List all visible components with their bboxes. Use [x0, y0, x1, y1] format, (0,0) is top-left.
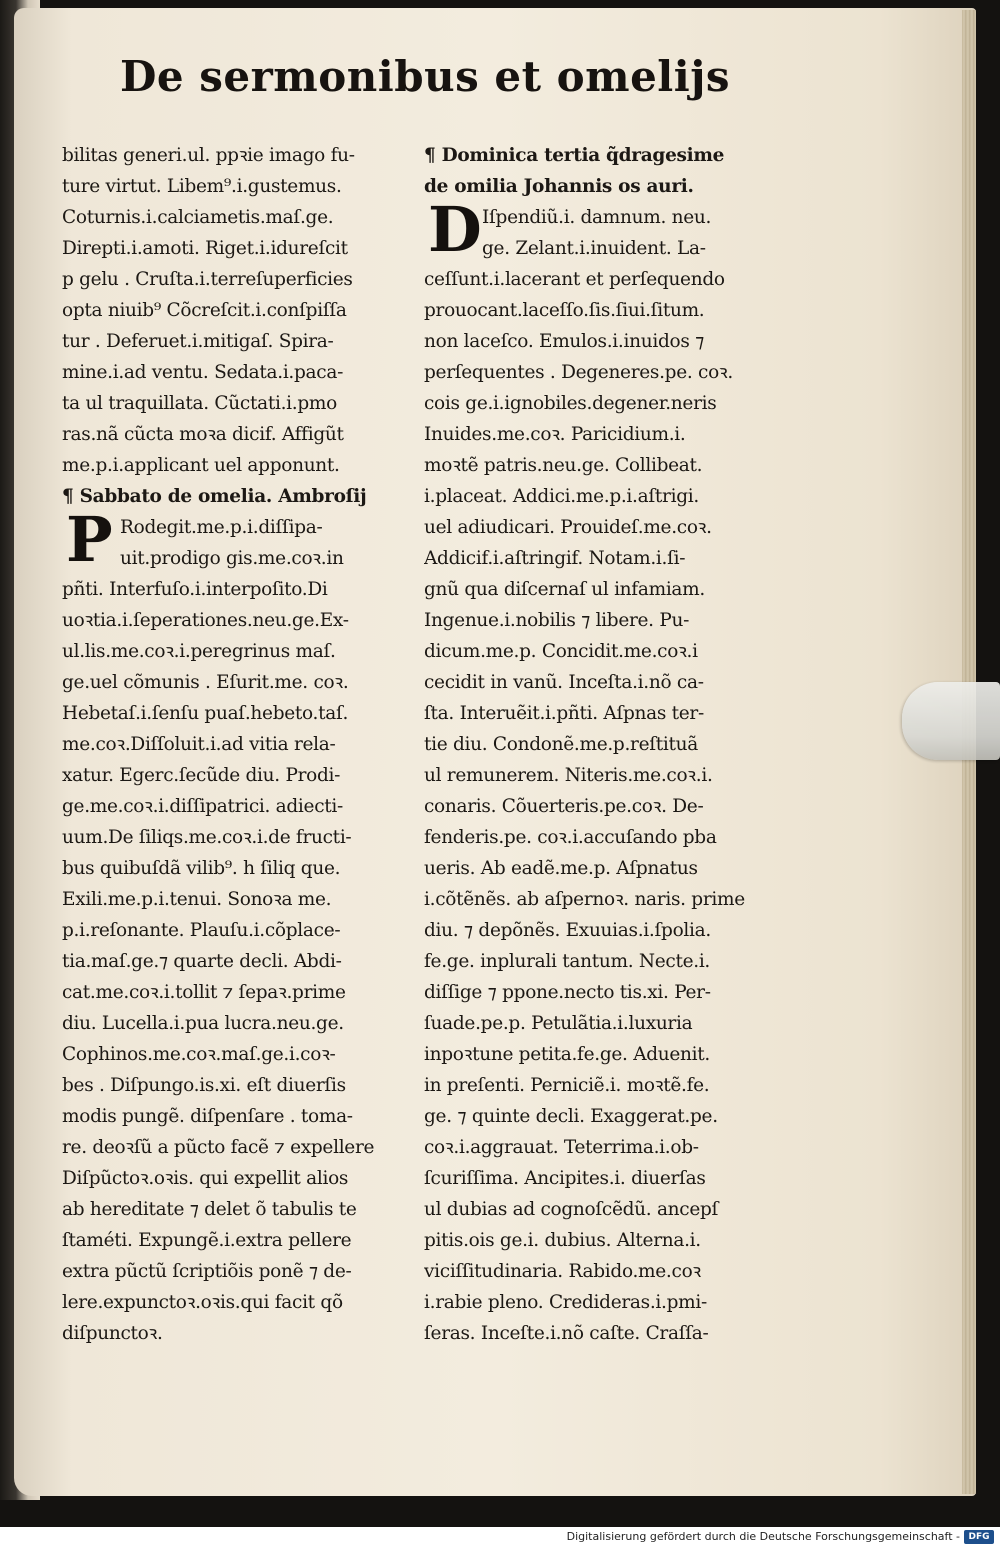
text-line: prouocant.laceſſo.ſis.ſiui.ſitum.	[424, 300, 705, 321]
text-line: non laceſco. Emulos.i.inuidos ⁊	[424, 331, 704, 352]
text-line: ul dubias ad cognoſcẽdũ. ancepſ	[424, 1199, 719, 1220]
text-line: ſta. Interuẽit.i.pñti. Aſpnas ter-	[424, 703, 704, 724]
text-line: Iſpendiũ.i. damnum. neu.	[482, 207, 712, 228]
text-line: ul.lis.me.coꝛ.i.peregrinus maſ.	[62, 641, 336, 662]
text-line: lere.expunctoꝛ.oꝛis.qui facit qõ	[62, 1292, 343, 1313]
text-line: Addicif.i.aſtringif. Notam.i.ſi-	[424, 548, 686, 569]
funding-credit: Digitalisierung gefördert durch die Deutsche Forschungsgemeinschaft -	[566, 1530, 960, 1543]
text-line: ceſſunt.i.lacerant et perſequendo	[424, 269, 725, 290]
text-line: re. deoꝛſũ a pũcto facẽ ⁊ expellere	[62, 1137, 375, 1158]
dfg-logo: DFG	[964, 1530, 994, 1544]
digitization-footer	[0, 1527, 1000, 1547]
text-line: ul remunerem. Niteris.me.coꝛ.i.	[424, 765, 713, 786]
text-line: ab hereditate ⁊ delet õ tabulis te	[62, 1199, 357, 1220]
text-line: ge. Zelant.i.inuident. La-	[482, 238, 706, 259]
text-line: uel adiudicari. Prouideſ.me.coꝛ.	[424, 517, 712, 538]
text-line: ſeras. Inceſte.i.nõ caſte. Craſſa-	[424, 1323, 709, 1344]
text-line: p.i.reſonante. Plauſu.i.cõplace-	[62, 920, 341, 941]
text-line: Rodegit.me.p.i.diſſipa-	[120, 517, 323, 538]
text-line: viciſſitudinaria. Rabido.me.coꝛ	[424, 1261, 701, 1282]
text-line: diſſige ⁊ ppone.necto tis.xi. Per-	[424, 982, 711, 1003]
text-line: xatur. Egerc.ſecũde diu. Prodi-	[62, 765, 341, 786]
drop-cap-initial: P	[66, 503, 113, 576]
text-line: uit.prodigo gis.me.coꝛ.in	[120, 548, 344, 569]
text-line: cois ge.i.ignobiles.degener.neris	[424, 393, 717, 414]
text-line: cecidit in vanũ. Inceſta.i.nõ ca-	[424, 672, 704, 693]
section-heading: ¶ Dominica tertia q̃dragesime	[424, 145, 725, 166]
text-line: ſuade.pe.p. Petulãtia.i.luxuria	[424, 1013, 693, 1034]
text-line: ras.nã cũcta moꝛa dicif. Affigũt	[62, 424, 344, 445]
text-line: bes . Diſpungo.is.xi. eſt diuerſis	[62, 1075, 346, 1096]
text-line: bilitas generi.ul. ppꝛie imago fu-	[62, 145, 355, 166]
text-line: Diſpũctoꝛ.oꝛis. qui expellit alios	[62, 1168, 349, 1189]
text-line: ſcuriſſima. Ancipites.i. diuerſas	[424, 1168, 706, 1189]
text-line: Inuides.me.coꝛ. Paricidium.i.	[424, 424, 686, 445]
text-line: ta ul traquillata. Cũctati.i.pmo	[62, 393, 337, 414]
text-line: ueris. Ab eadẽ.me.p. Aſpnatus	[424, 858, 698, 879]
text-line: ſtaméti. Expungẽ.i.extra pellere	[62, 1230, 352, 1251]
running-head: De sermonibus et omelijs	[120, 52, 731, 101]
text-line: me.p.i.applicant uel apponunt.	[62, 455, 340, 476]
text-line: modis pungẽ. diſpenſare . toma-	[62, 1106, 353, 1127]
text-line: moꝛtẽ patris.neu.ge. Collibeat.	[424, 455, 703, 476]
text-line: gnũ qua diſcernaſ ul infamiam.	[424, 579, 705, 600]
left-text-column	[62, 140, 408, 1349]
text-line: i.cõtẽnẽs. ab aſpernoꝛ. naris. prime	[424, 889, 745, 910]
text-line: ge.me.coꝛ.i.diſſipatrici. adiecti-	[62, 796, 343, 817]
text-line: diu. ⁊ depõnẽs. Exuuias.i.ſpolia.	[424, 920, 711, 941]
text-line: Ingenue.i.nobilis ⁊ libere. Pu-	[424, 610, 690, 631]
text-line: pitis.ois ge.i. dubius. Alterna.i.	[424, 1230, 701, 1251]
text-line: ture virtut. Libem⁹.i.gustemus.	[62, 176, 342, 197]
text-line: tie diu. Condonẽ.me.p.reſtituã	[424, 734, 699, 755]
text-line: perſequentes . Degeneres.pe. coꝛ.	[424, 362, 733, 383]
text-line: fenderis.pe. coꝛ.i.accuſando pba	[424, 827, 717, 848]
text-line: tia.maſ.ge.⁊ quarte decli. Abdi-	[62, 951, 342, 972]
drop-cap-initial: D	[428, 193, 482, 266]
text-line: tur . Deferuet.i.mitigaſ. Spira-	[62, 331, 334, 352]
text-line: fe.ge. inplurali tantum. Necte.i.	[424, 951, 711, 972]
text-line: opta niuib⁹ Cõcreſcit.i.conſpiſſa	[62, 300, 347, 321]
text-line: diſpunctoꝛ.	[62, 1323, 163, 1344]
text-line: i.rabie pleno. Credideras.i.pmi-	[424, 1292, 707, 1313]
text-line: dicum.me.p. Concidit.me.coꝛ.i	[424, 641, 698, 662]
text-line: conaris. Cõuerteris.pe.coꝛ. De-	[424, 796, 704, 817]
section-heading: de omilia Johannis os auri.	[424, 176, 694, 197]
text-line: Cophinos.me.coꝛ.maſ.ge.i.coꝛ-	[62, 1044, 336, 1065]
clear-page-tab	[902, 682, 1000, 760]
text-line: inpoꝛtune petita.fe.ge. Aduenit.	[424, 1044, 711, 1065]
text-line: cat.me.coꝛ.i.tollit ⁊ ſepaꝛ.prime	[62, 982, 346, 1003]
text-line: mine.i.ad ventu. Sedata.i.paca-	[62, 362, 344, 383]
text-line: uum.De ſiliqs.me.coꝛ.i.de fructi-	[62, 827, 352, 848]
text-line: Coturnis.i.calciametis.maſ.ge.	[62, 207, 334, 228]
text-line: ge. ⁊ quinte decli. Exaggerat.pe.	[424, 1106, 718, 1127]
text-line: extra pũctũ ſcriptiõis ponẽ ⁊ de-	[62, 1261, 352, 1282]
text-line: bus quibuſdã vilib⁹. h ſiliq que.	[62, 858, 341, 879]
text-line: Direpti.i.amoti. Riget.i.idureſcit	[62, 238, 348, 259]
text-line: Hebetaſ.i.ſenſu puaſ.hebeto.taſ.	[62, 703, 349, 724]
text-line: uoꝛtia.i.ſeperationes.neu.ge.Ex-	[62, 610, 349, 631]
text-line: pñti. Interfuſo.i.interpoſito.Di	[62, 579, 328, 600]
text-line: ge.uel cõmunis . Eſurit.me. coꝛ.	[62, 672, 349, 693]
right-text-column	[424, 140, 770, 1349]
section-heading: ¶ Sabbato de omelia. Ambroſij	[62, 486, 367, 507]
text-line: coꝛ.i.aggrauat. Teterrima.i.ob-	[424, 1137, 699, 1158]
text-line: me.coꝛ.Diſſoluit.i.ad vitia rela-	[62, 734, 336, 755]
text-line: Exili.me.p.i.tenui. Sonoꝛa me.	[62, 889, 332, 910]
text-line: in preſenti. Perniciẽ.i. moꝛtẽ.fe.	[424, 1075, 710, 1096]
text-line: i.placeat. Addici.me.p.i.aſtrigi.	[424, 486, 699, 507]
text-line: diu. Lucella.i.pua lucra.neu.ge.	[62, 1013, 344, 1034]
text-line: p gelu . Cruſta.i.terreſuperficies	[62, 269, 353, 290]
